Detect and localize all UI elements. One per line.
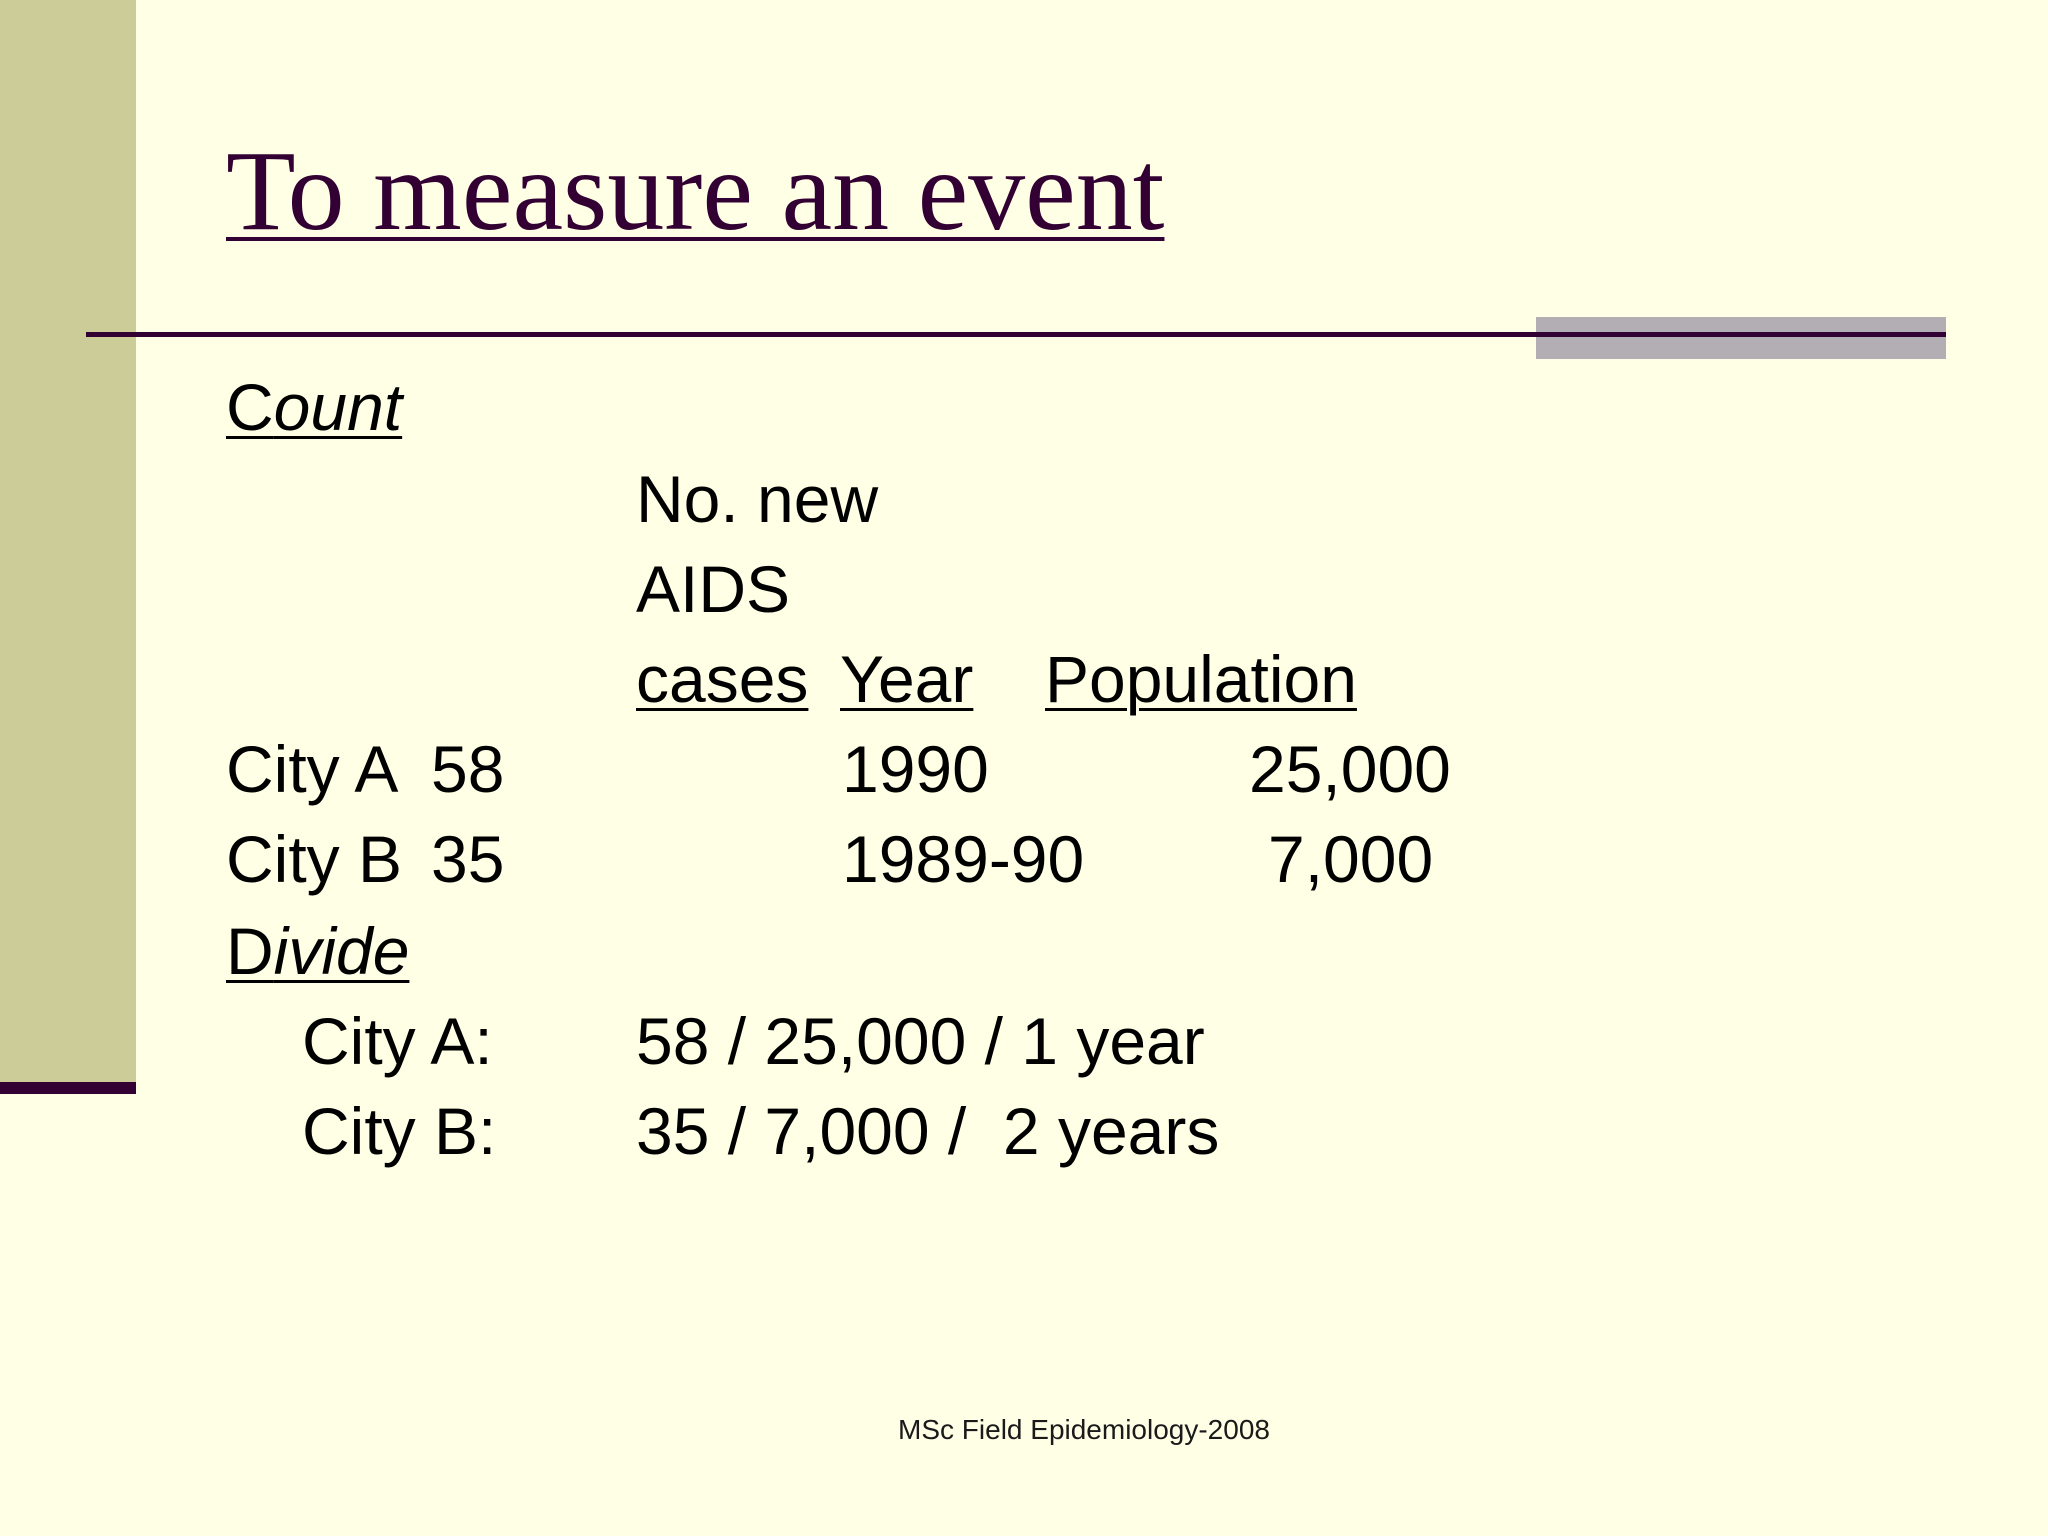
divide-city-b-label: City B: <box>302 1094 497 1168</box>
divide-city-a-label: City A: <box>302 1004 493 1078</box>
row-city-a-population: 25,000 <box>1249 732 1451 806</box>
count-heading-initial: C <box>226 370 274 444</box>
row-city-b-cases: 35 <box>431 822 505 896</box>
title-rule-line <box>86 332 1946 337</box>
divide-heading-rest: ivide <box>273 914 410 988</box>
column-header-cases: cases <box>636 642 809 716</box>
left-bar-accent-line <box>0 1082 136 1094</box>
column-header-population: Population <box>1045 642 1357 716</box>
row-city-b-label: City B <box>226 822 403 896</box>
slide-footer: MSc Field Epidemiology-2008 <box>898 1414 1270 1445</box>
title-rule-gray-block <box>1536 317 1946 359</box>
header-line-1: No. new <box>636 462 879 536</box>
row-city-a-label: City A <box>226 732 399 806</box>
count-heading <box>226 370 403 444</box>
count-heading-rest: ount <box>273 370 403 444</box>
slide-title: To measure an event <box>226 127 1165 254</box>
header-line-2: AIDS <box>636 552 791 626</box>
row-city-b-population: 7,000 <box>1268 822 1434 896</box>
row-city-a-cases: 58 <box>431 732 505 806</box>
divide-city-b-formula: 35 / 7,000 / 2 years <box>636 1094 1220 1168</box>
row-city-a-year: 1990 <box>842 732 989 806</box>
left-decorative-bar <box>0 0 136 1082</box>
row-city-b-year: 1989-90 <box>842 822 1085 896</box>
divide-heading <box>226 914 410 988</box>
column-header-year: Year <box>840 642 974 716</box>
divide-city-a-formula: 58 / 25,000 / 1 year <box>636 1004 1205 1078</box>
divide-heading-initial: D <box>226 914 274 988</box>
